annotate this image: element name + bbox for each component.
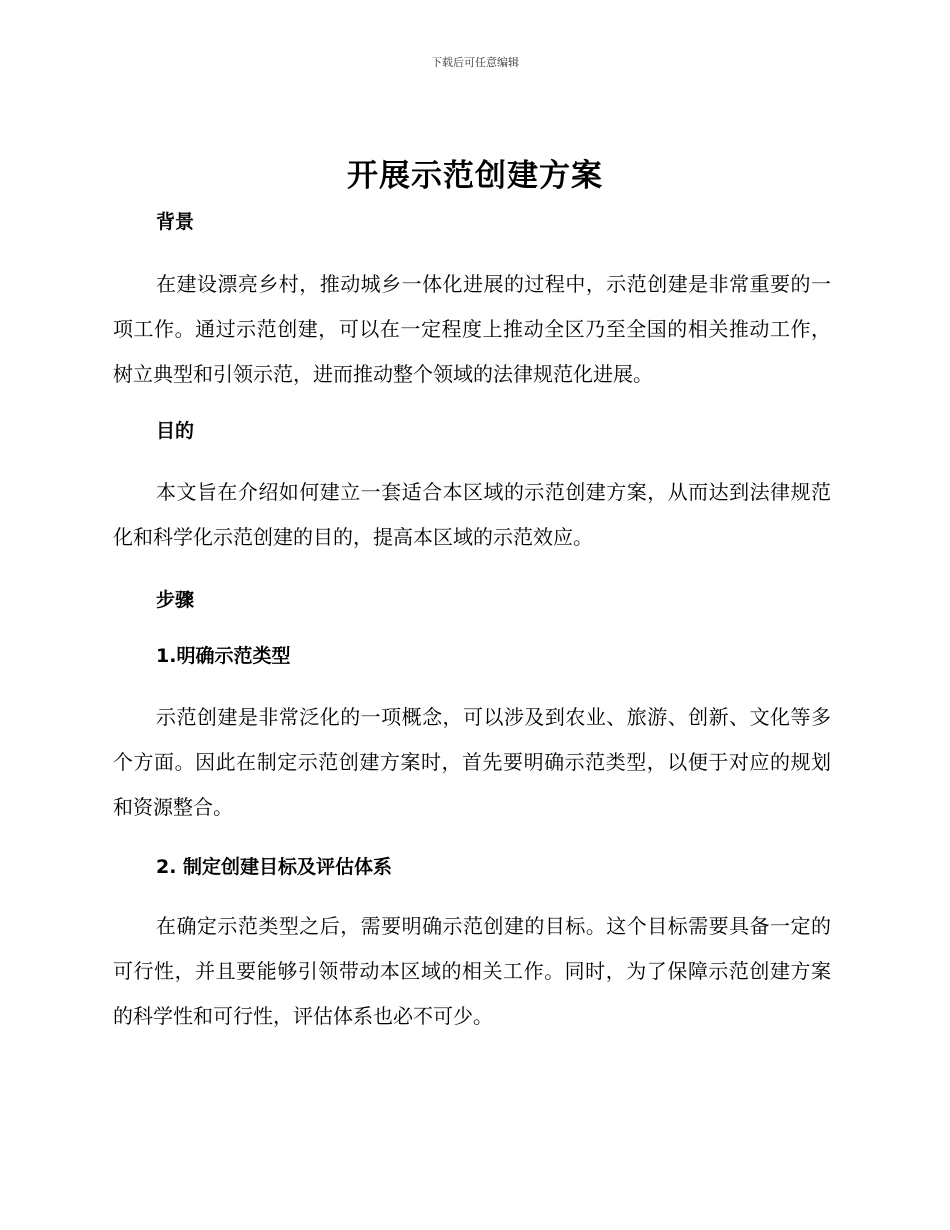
section-heading-background: 背景 [156,211,195,233]
section-heading-goal: 目的 [156,420,195,442]
header-note: 下载后可任意编辑 [431,56,519,69]
document-title: 开展示范创建方案 [347,158,603,194]
step-paragraph-1: 示范创建是非常泛化的一项概念，可以涉及到农业、旅游、创新、文化等多个方面。因此在制定示范创建方案时，首先要明确示范类型，以便于对应的规划和资源整合。 [113,705,831,819]
section-heading-steps: 步骤 [156,589,195,611]
section-paragraph-background: 在建设漂亮乡村，推动城乡一体化进展的过程中，示范创建是非常重要的一项工作。通过示范创建，可以在一定程度上推动全区乃至全国的相关推动工作，树立典型和引领示范，进而推动整个领域的法律规范化进展。 [113,272,831,386]
step-heading-2: 2. 制定创建目标及评估体系 [156,856,393,878]
step-paragraph-2: 在确定示范类型之后，需要明确示范创建的目标。这个目标需要具备一定的可行性，并且要能够引领带动本区域的相关工作。同时，为了保障示范创建方案的科学性和可行性，评估体系也必不可少。 [113,914,831,1028]
document-body [113,205,831,1039]
section-paragraph-goal: 本文旨在介绍如何建立一套适合本区域的示范创建方案，从而达到法律规范化和科学化示范创建的目的，提高本区域的示范效应。 [113,480,831,549]
step-heading-1: 1.明确示范类型 [156,645,291,667]
